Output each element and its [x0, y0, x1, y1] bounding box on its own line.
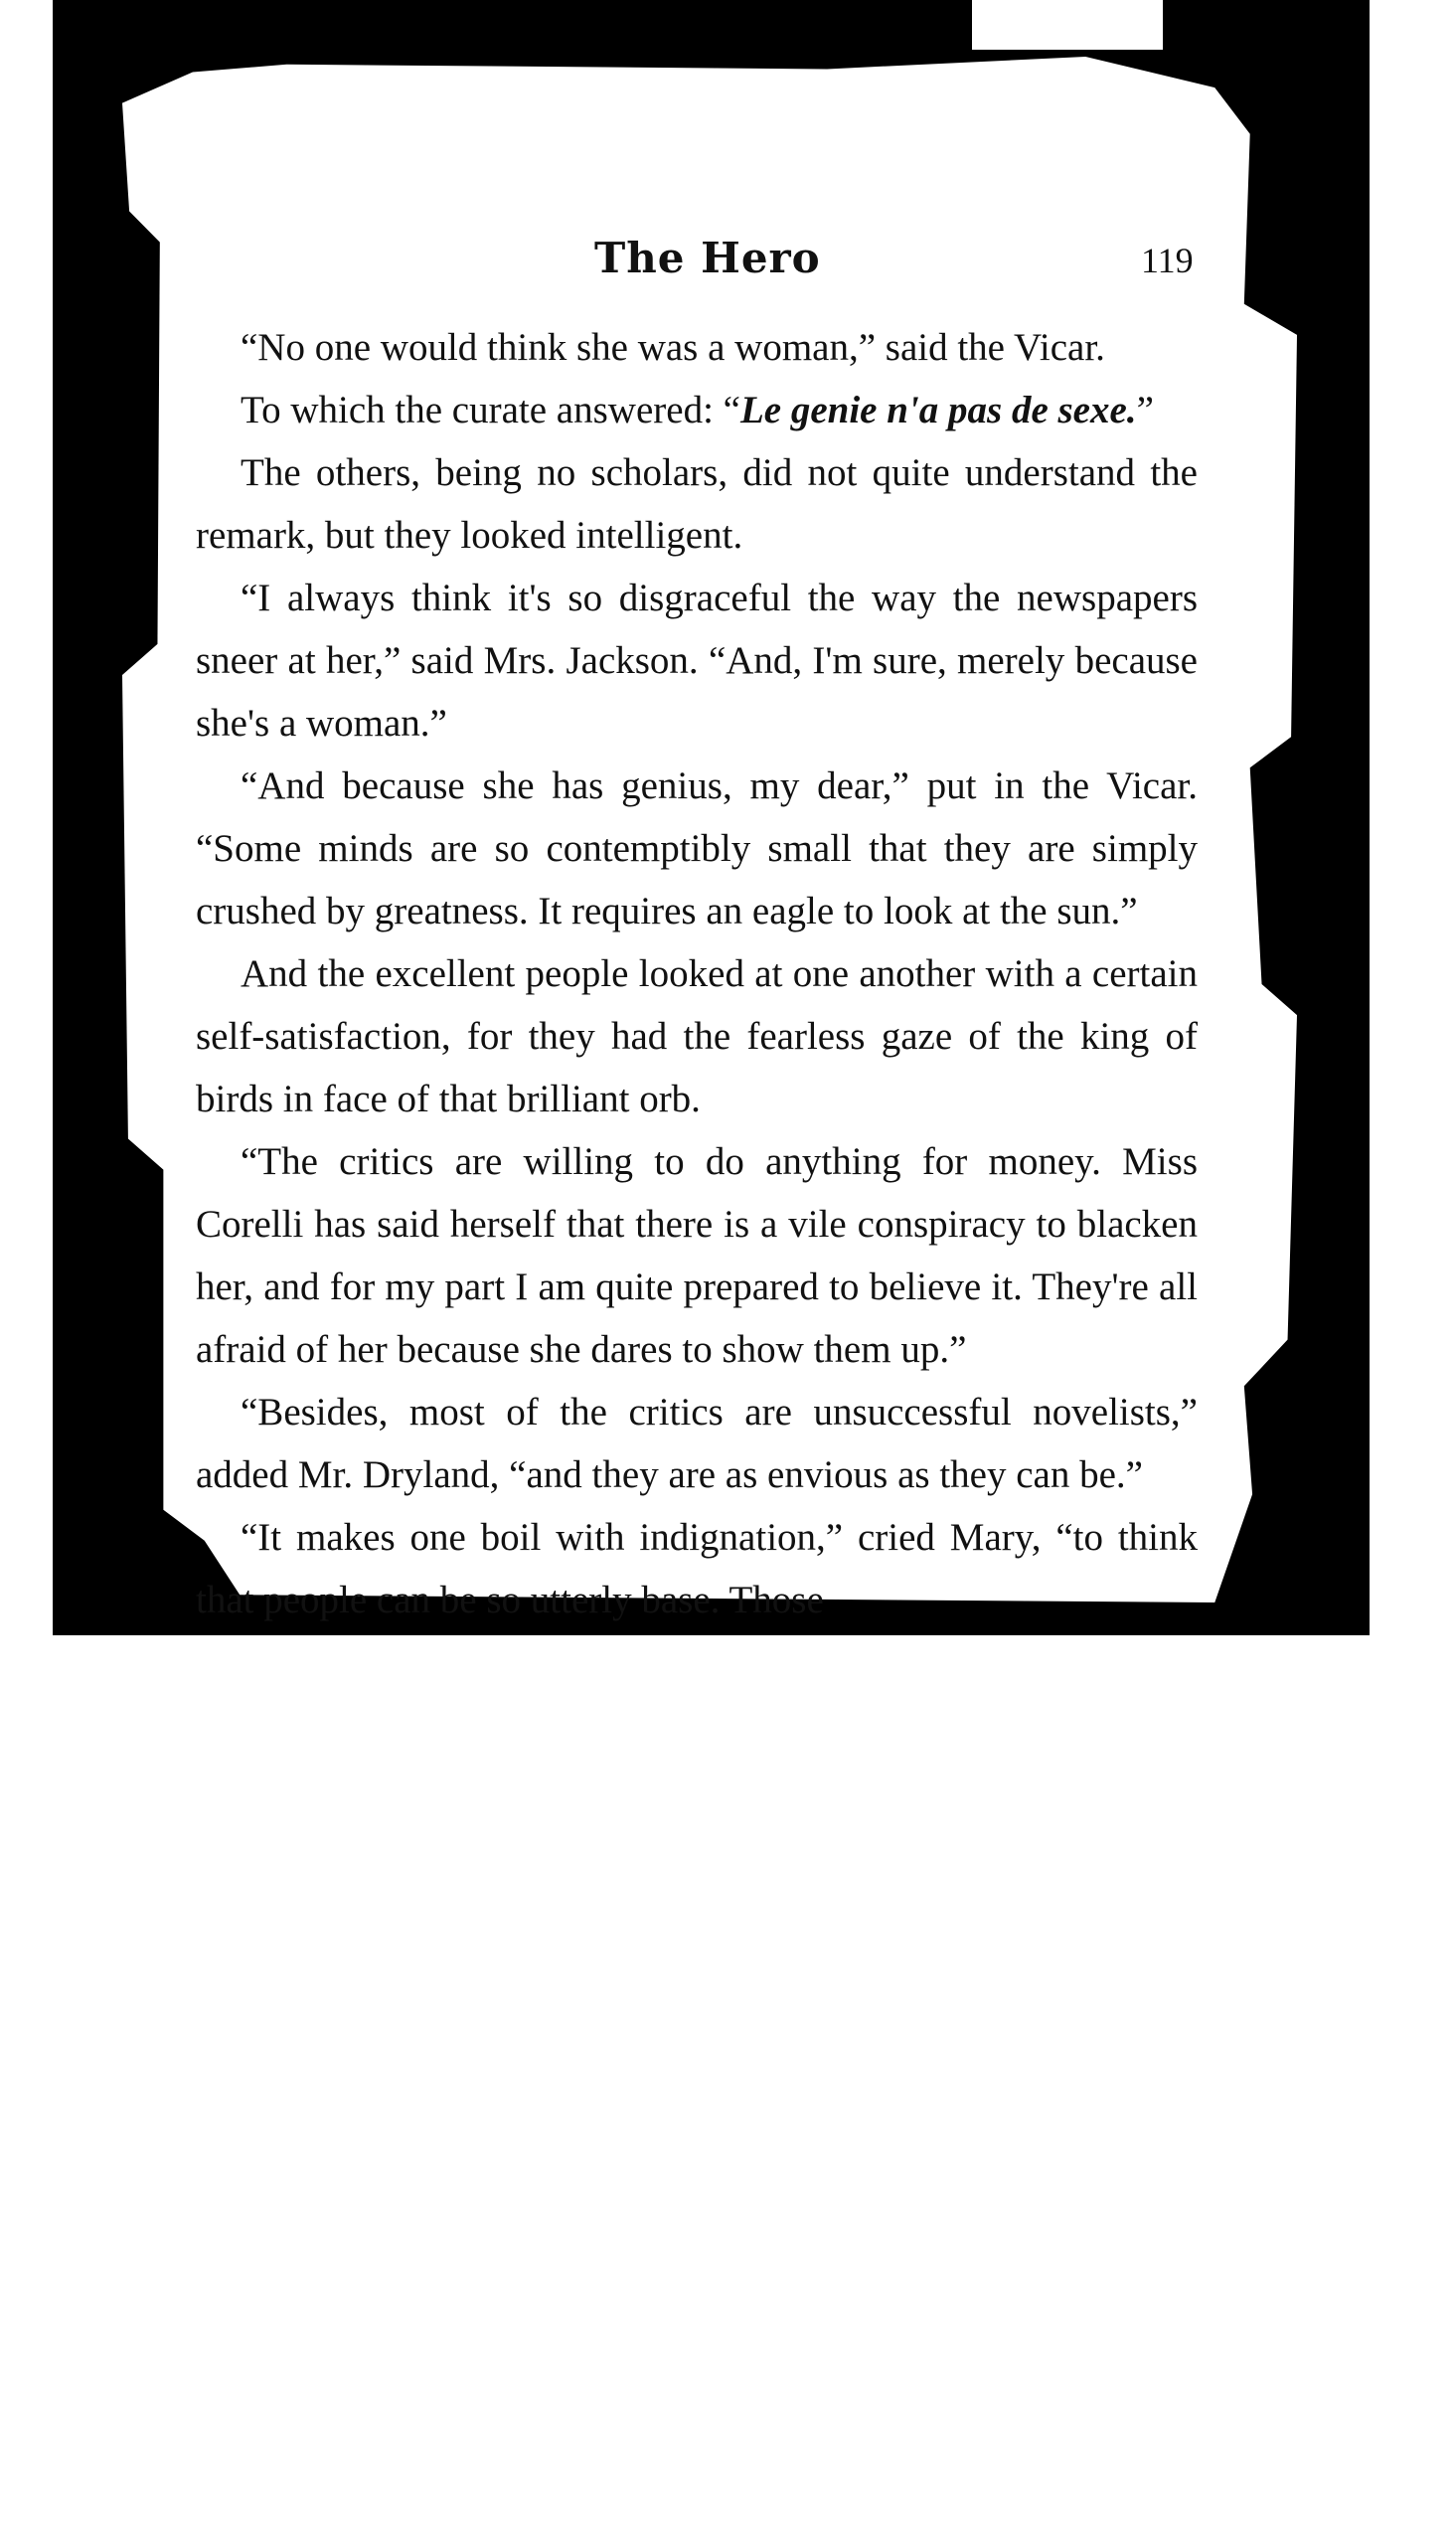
- paragraph-text: ”: [1136, 389, 1154, 431]
- paragraph: “Besides, most of the critics are unsuccessful novelists,” added Mr. Dryland, “and they are as envious as they can be.”: [196, 1391, 1198, 1496]
- paragraph: And the excellent people looked at one another with a certain self-satisfaction, for they had the fearless gaze of the king of birds in face of that brilliant orb.: [196, 952, 1198, 1120]
- french-quote: Le genie n'a pas de sexe.: [739, 389, 1137, 431]
- paragraph-text: To which the curate answered: “: [241, 389, 740, 431]
- scan-edge-gap: [972, 0, 1163, 50]
- page-number: 119: [1141, 241, 1194, 280]
- paragraph: “It makes one boil with indignation,” cried Mary, “to think that people can be so utterly base. Those: [196, 1516, 1198, 1621]
- running-header: [0, 234, 1456, 293]
- paragraph: The others, being no scholars, did not quite understand the remark, but they looked intelligent.: [196, 451, 1198, 557]
- paragraph: “I always think it's so disgraceful the way the newspapers sneer at her,” said Mrs. Jackson. “And, I'm sure, merely because she's a woman.”: [196, 577, 1198, 745]
- paragraph: “And because she has genius, my dear,” put in the Vicar. “Some minds are so contemptibly small that they are simply crushed by greatness. It requires an eagle to look at the sun.”: [196, 764, 1198, 932]
- paragraph: “No one would think she was a woman,” said the Vicar.: [241, 326, 1105, 369]
- running-title: The Hero: [594, 234, 821, 282]
- paragraph: [196, 379, 1198, 441]
- body-text: [196, 316, 1198, 1631]
- paragraph: “The critics are willing to do anything for money. Miss Corelli has said herself that there is a vile conspiracy to blacken her, and for my part I am quite prepared to believe it. They're all afraid of her because she dares to show them up.”: [196, 1140, 1198, 1371]
